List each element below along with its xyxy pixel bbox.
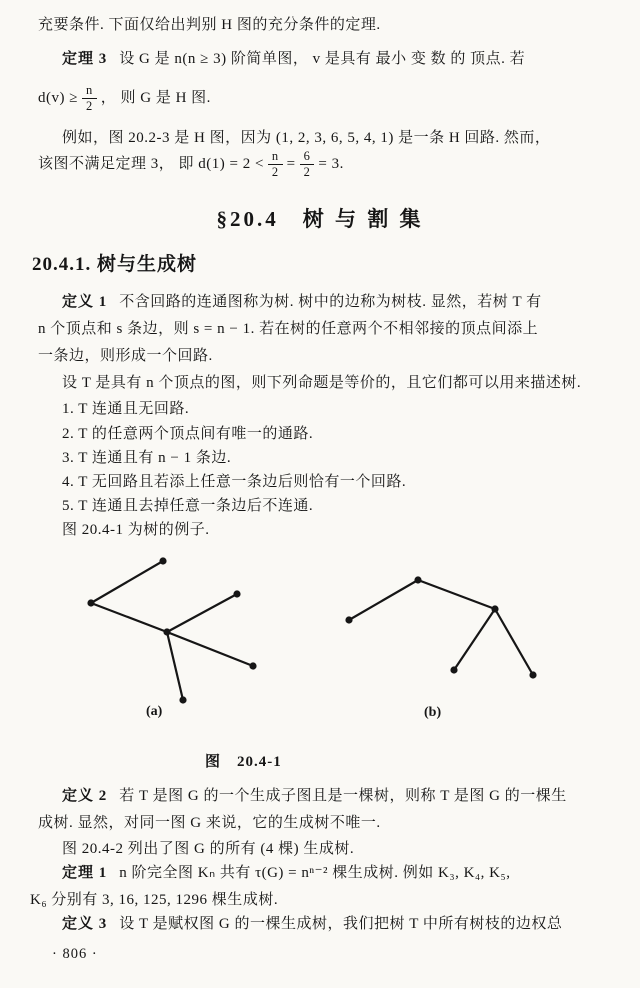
tree-a-node	[163, 628, 170, 635]
fraction-n-over-2: $\frac{n}{2}$	[82, 84, 97, 113]
tree-b-edge	[495, 609, 533, 675]
theorem-3-line1	[62, 48, 614, 70]
equiv-item-2: 2. T 的任意两个顶点间有唯一的通路.	[62, 426, 314, 442]
tree-b-node	[491, 605, 498, 612]
section-heading: §20.4 树 与 割 集	[216, 207, 424, 231]
definition-1-line1	[62, 291, 614, 313]
example-line1: 例如，图 20.2-3 是 H 图，因为 (1, 2, 3, 6, 5, 4, 1) 是一条 H 回路. 然而，	[62, 130, 551, 146]
example-line2-post: = 3.	[318, 156, 344, 173]
equiv-item-4: 4. T 无回路且若添上任意一条边后则恰有一个回路.	[62, 474, 407, 490]
equiv-item-5: 5. T 连通且去掉任意一条边后不连通.	[62, 498, 314, 514]
tree-b-node	[414, 576, 421, 583]
equivalence-intro: 设 T 是具有 n 个顶点的图，则下列命题是等价的，且它们都可以用来描述树.	[62, 375, 582, 391]
theorem-1-line1	[62, 862, 614, 884]
tree-a-edge	[167, 594, 237, 632]
tree-b-edge	[454, 609, 495, 670]
definition-2-line2: 成树. 显然，对同一图 G 来说，它的生成树不唯一.	[38, 815, 381, 831]
page-number: · 806 ·	[52, 946, 98, 962]
theorem-1-line2: K₆ 分别有 3, 16, 125, 1296 棵生成树.	[30, 892, 279, 908]
tree-b-node	[345, 616, 352, 623]
subsection-heading: 20.4.1. 树与生成树	[32, 254, 198, 275]
definition-2-line1	[62, 785, 614, 807]
figure-sublabel-b: (b)	[424, 705, 442, 720]
theorem-3-text: 设 G 是 n(n ≥ 3) 阶简单图， v 是具有 最小 变 数 的 顶点. 若	[119, 51, 526, 67]
theorem-3-line2-pre: d(v) ≥	[38, 90, 78, 107]
figure2-reference: 图 20.4-2 列出了图 G 的所有 (4 棵) 生成树.	[62, 841, 355, 857]
theorem-1-text1: n 阶完全图 Kₙ 共有 τ(G) = nⁿ⁻² 棵生成树. 例如 K₃, K₄, K₅,	[119, 865, 511, 881]
tree-a-node	[87, 599, 94, 606]
tree-b-edge	[349, 580, 418, 620]
example-line2-eq: =	[286, 156, 296, 173]
definition-3-label: 定义 3	[62, 916, 108, 932]
theorem-3-label: 定理 3	[62, 51, 108, 67]
definition-1-line3: 一条边，则形成一个回路.	[38, 348, 213, 364]
definition-1-line2: n 个顶点和 s 条边，则 s = n − 1. 若在树的任意两个不相邻接的顶点间添上	[38, 321, 539, 337]
theorem-3-line2	[38, 84, 614, 113]
tree-b-edge	[418, 580, 495, 609]
tree-a-node	[233, 590, 240, 597]
theorem-3-line2-post: ， 则 G 是 H 图.	[100, 90, 211, 107]
example-line2	[38, 150, 614, 179]
tree-a-edge	[167, 632, 253, 666]
figure-sublabel-a: (a)	[146, 704, 163, 719]
tree-a-edge	[167, 632, 183, 700]
definition-3-line1	[62, 913, 614, 935]
fraction-6-over-2: $\frac{6}{2}$	[300, 150, 315, 179]
definition-1-text1: 不含回路的连通图称为树. 树中的边称为树枝. 显然，若树 T 有	[119, 294, 542, 310]
tree-b-node	[450, 666, 457, 673]
definition-2-label: 定义 2	[62, 788, 108, 804]
definition-2-text1: 若 T 是图 G 的一个生成子图且是一棵树，则称 T 是图 G 的一棵生	[119, 788, 567, 804]
figure-svg	[0, 545, 640, 730]
definition-1-label: 定义 1	[62, 294, 108, 310]
tree-b-node	[529, 671, 536, 678]
definition-3-text: 设 T 是赋权图 G 的一棵生成树，我们把树 T 中所有树枝的边权总	[119, 916, 563, 932]
tree-a-edge	[91, 603, 167, 632]
example-line2-pre: 该图不满足定理 3， 即 d(1) = 2 <	[38, 156, 264, 173]
figure-caption: 图 20.4-1	[205, 754, 282, 770]
figure-intro: 图 20.4-1 为树的例子.	[62, 522, 210, 538]
tree-a-edge	[91, 561, 163, 603]
tree-a-node	[179, 696, 186, 703]
equiv-item-1: 1. T 连通且无回路.	[62, 401, 190, 417]
paragraph-condition: 充要条件. 下面仅给出判别 H 图的充分条件的定理.	[38, 17, 381, 33]
equiv-item-3: 3. T 连通且有 n − 1 条边.	[62, 450, 232, 466]
theorem-1-label: 定理 1	[62, 865, 108, 881]
fraction-n-over-2b: $\frac{n}{2}$	[268, 150, 283, 179]
tree-a-node	[159, 557, 166, 564]
tree-a-node	[249, 662, 256, 669]
